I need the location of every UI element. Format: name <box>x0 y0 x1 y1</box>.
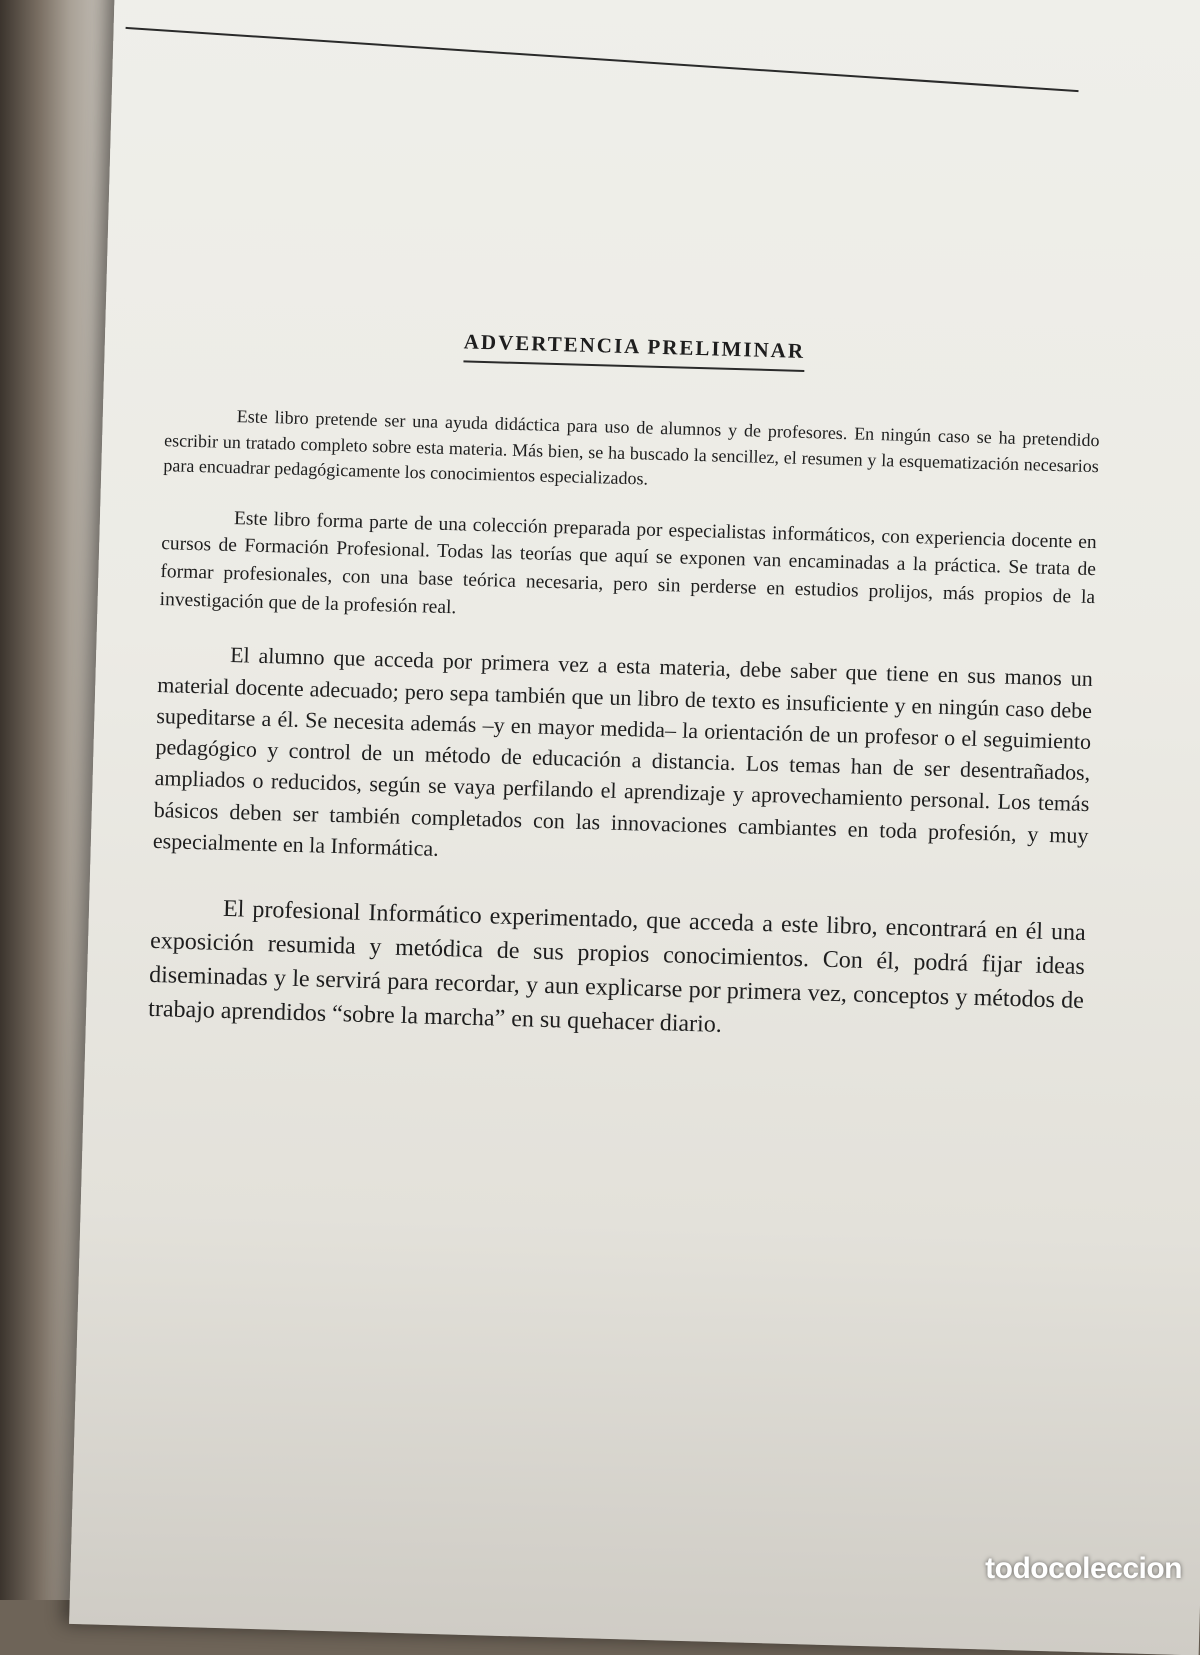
title-container <box>167 321 1103 380</box>
paragraph-4: El profesional Informático experimentado, que acceda a este libro, encontrará en él una exposición resumida y metódica de sus propios conocimientos. Con él, podrá fijar ideas diseminadas y le servirá para recordar, y aun explicarse por primera vez, conceptos y métodos de trabajo aprendidos “sobre la marcha” en su quehacer diario. <box>147 895 1087 1039</box>
book-page <box>69 0 1200 1655</box>
page-title: ADVERTENCIA PRELIMINAR <box>463 329 805 372</box>
paragraph-1: Este libro pretende ser una ayuda didáctica para uso de alumnos y de profesores. En ningún caso se ha pretendido escribir un tratado completo sobre esta materia. Más bien, se ha buscado la sencillez, el resumen y la esquematización necesarios para encuadrar pedagógicamente los conocimientos especializados. <box>163 406 1100 489</box>
paragraph-3: El alumno que acceda por primera vez a esta materia, debe saber que tiene en sus manos un material docente adecuado; pero sepa también que un libro de texto es insuficiente y en ningún caso debe supeditarse a él. Se necesita además –y en mayor medida– la orientación de un profesor o el seguimiento pedagógico y control de un método de educación a distancia. Los temas han de ser desentrañados, ampliados o reducidos, según se vaya perfilando el aprendizaje y aprovechamiento personal. Los temás básicos deben ser también completados con las innovaciones cambiantes en toda profesión, y muy especialmente en la Informática. <box>152 642 1094 861</box>
top-horizontal-rule <box>126 27 1079 92</box>
page-content <box>147 321 1102 1076</box>
paragraph-2: Este libro forma parte de una colección preparada por especialistas informáticos, con experiencia docente en cursos de Formación Profesional. Todas las teorías que aquí se exponen van encaminadas a la práctica. Se trata de formar profesionales, con una base teórica necesaria, pero sin perderse en estudios prolijos, más propios de la investigación que de la profesión real. <box>159 507 1097 619</box>
watermark-logo: todocoleccion <box>985 1552 1182 1585</box>
